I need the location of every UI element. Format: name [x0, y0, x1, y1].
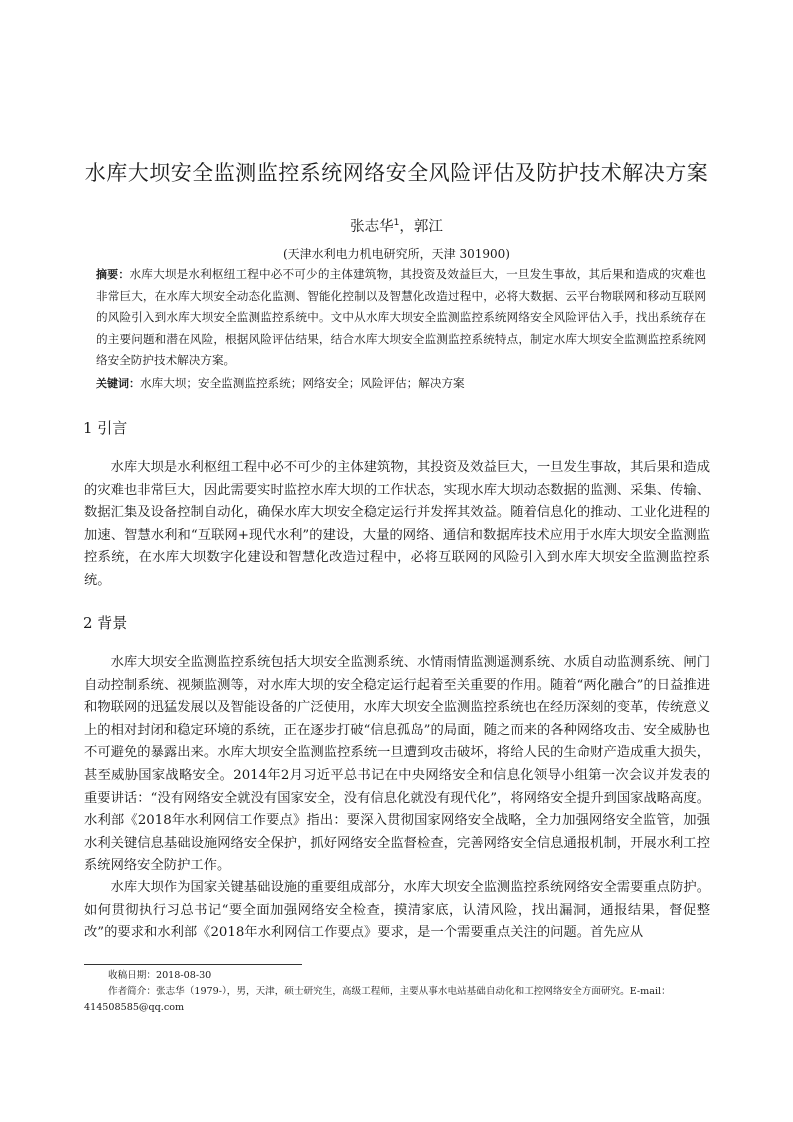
footnote-author-text: 作者简介：张志华（1979-），男，天津，硕士研究生，高级工程师，主要从事水电站基础自动化和工控网络安全方面研究。E-mail： [108, 986, 671, 997]
footnote-divider [84, 964, 302, 965]
footnote-author-intro [84, 984, 708, 1016]
keywords [96, 373, 706, 394]
footnote-received-date: 收稿日期：2018-08-30 [108, 970, 212, 981]
paper-title: 水库大坝安全监测监控系统网络安全风险评估及防护技术解决方案 [84, 161, 709, 185]
abstract-label: 摘要： [96, 268, 130, 281]
author-line [0, 215, 793, 236]
section-heading-introduction: 1 引言 [83, 419, 128, 437]
author-2: 郭江 [413, 219, 443, 235]
paragraph-background-2: 水库大坝作为国家关键基础设施的重要组成部分，水库大坝安全监测监控系统网络安全需要重点防护。如何贯彻执行习总书记“要全面加强网络安全检查，摸清家底，认清风险，找出漏洞，通报结果，督促整改”的要求和水利部《2018年水利网信工作要点》要求，是一个需要重点关注的问题。首先应从 [84, 880, 710, 941]
keywords-label: 关键词： [96, 377, 140, 390]
author-1: 张志华 [350, 219, 394, 235]
author-1-superscript: 1 [393, 218, 400, 229]
author-separator: ， [399, 219, 414, 235]
section-heading-background: 2 背景 [83, 614, 128, 632]
paragraph-background-1: 水库大坝安全监测监控系统包括大坝安全监测系统、水情雨情监测遥测系统、水质自动监测系统、闸门自动控制系统、视频监测等，对水库大坝的安全稳定运行起着至关重要的作用。随着“两化融合”的日益推进和物联网的迅猛发展以及智能设备的广泛使用，水库大坝安全监测监控系统也在经历深刻的变革，传统意义上的相对封闭和稳定环境的系统，正在逐步打破“信息孤岛”的局面，随之而来的各种网络攻击、安全威胁也不可避免的暴露出来。水库大坝安全监测监控系统一旦遭到攻击破坏，将给人民的生命财产造成重大损失，甚至威胁国家战略安全。2014年2月习近平总书记在中央网络安全和信息化领导小组第一次会议并发表的重要讲话：“没有网络安全就没有国家安全，没有信息化就没有现代化”，将网络安全提升到国家战略高度。水利部《2018年水利网信工作要点》指出：要深入贯彻国家网络安全战略，全力加强网络安全监管，加强水利关键信息基础设施网络安全保护，抓好网络安全监督检查，完善网络安全信息通报机制，开展水利工控系统网络安全防护工作。 [84, 655, 710, 874]
footnote-email: 414508585@qq.com [84, 1002, 185, 1013]
paragraph-introduction: 水库大坝是水利枢纽工程中必不可少的主体建筑物，其投资及效益巨大，一旦发生事故，其后果和造成的灾难也非常巨大，因此需要实时监控水库大坝的工作状态，实现水库大坝动态数据的监测、采集、传输、数据汇集及设备控制自动化，确保水库大坝安全稳定运行并发挥其效益。随着信息化的推动、工业化进程的加速、智慧水利和“互联网+现代水利”的建设，大量的网络、通信和数据库技术应用于水库大坝安全监测监控系统，在水库大坝数字化建设和智慧化改造过程中，必将互联网的风险引入到水库大坝安全监测监控系统。 [84, 460, 710, 588]
keywords-text: 水库大坝；安全监测监控系统；网络安全；风险评估；解决方案 [140, 376, 465, 390]
affiliation: (天津水利电力机电研究所，天津 301900) [283, 247, 510, 261]
abstract-text: 水库大坝是水利枢纽工程中必不可少的主体建筑物，其投资及效益巨大，一旦发生事故，其后果和造成的灾难也非常巨大，在水库大坝安全动态化监测、智能化控制以及智慧化改造过程中，必将大数据、云平台物联网和移动互联网的风险引入到水库大坝安全监测监控系统中。文中从水库大坝安全监测监控系统网络安全风险评估入手，找出系统存在的主要问题和潜在风险，根据风险评估结果，结合水库大坝安全监测监控系统特点，制定水库大坝安全监测监控系统网络安全防护技术解决方案。 [96, 267, 706, 367]
abstract [96, 264, 706, 372]
